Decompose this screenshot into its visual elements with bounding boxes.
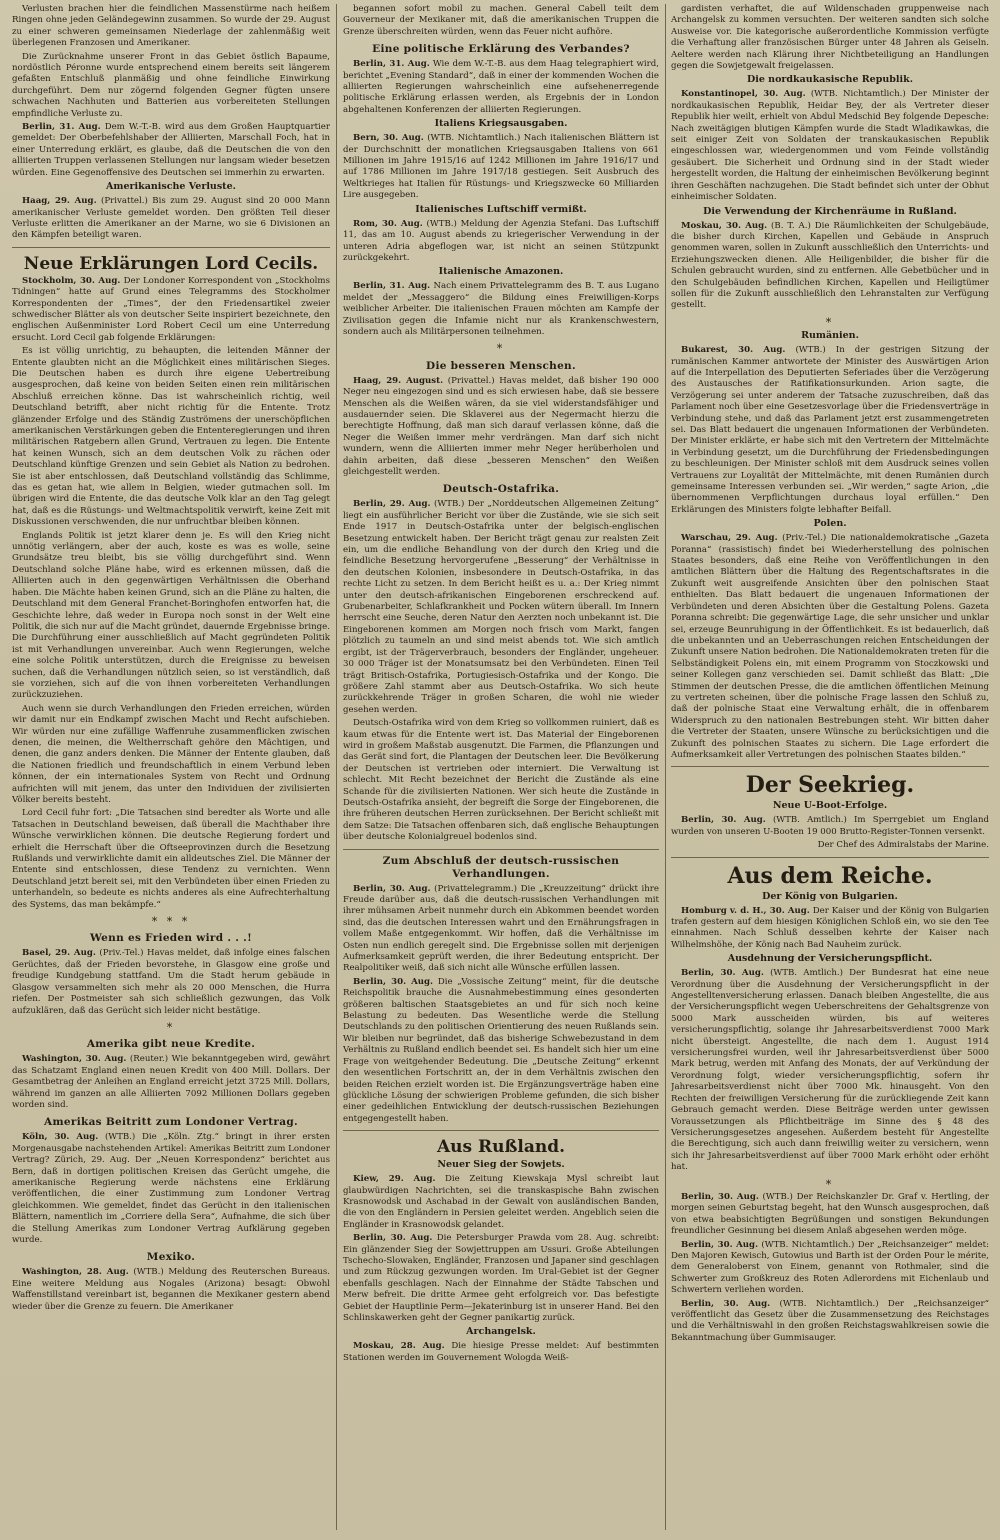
dateline: Washington, 30. Aug. [22, 1054, 127, 1065]
paragraph: Auch wenn sie durch Verhandlungen den Frieden erreichen, würden wir damit nur ein Endkampf zwischen Macht und Recht aufschieben. Wir würden nur eine zufällige Waffenruhe zusammenflicken zwischen denen, die meinen, die Weltherrschaft gehöre den Mächtigen, und denen, die ganz anders denken. Die Männer der Entente glauben, daß die Nationen friedlich und freundschaftlich in einem Verbund leben können, der ein internationales System von Recht und Ordnung aufrichten will mit jenem, das unter den Individuen der zivilisierten Völker bereits besteht. [12, 703, 330, 805]
paragraph: Die Zurücknahme unserer Front in das Gebiet östlich Bapaume, nordöstlich Péronne wurde entsprechend einem bereits seit längerem gefaßten Entschluß planmäßig und ohne feindliche Einwirkung durchgeführt. Dem nur zögernd folgenden Gegner fügten unsere schwachen Nachhuten und Batterien aus vorbereiteten Stellungen empfindliche Verluste zu. [12, 51, 330, 119]
section-heading: Amerikas Beitritt zum Londoner Vertrag. [44, 1116, 298, 1129]
section-heading: Rumänien. [801, 330, 859, 342]
paragraph [671, 1299, 989, 1345]
paragraph [671, 221, 989, 312]
paragraph-text: (WTB. Nichtamtlich.) Der „Reichsanzeiger“ veröffentlicht das Gesetz über die Zusammensetzung des Reichstages und die Verhältniswahl in den großen Reichstagswahlkreisen sowie die Bekanntmachung über Gummisauger. [671, 1298, 989, 1343]
paragraph-text: Die Zeitung Kiewskaja Mysl schreibt laut glaubwürdigen Nachrichten, sei die transkaspische Bahn zwischen Krasnowodsk und Aschabad in der Gewalt von ausländischen Banden, die von den Engländern in Persien geleitet werden. Angeblich seien die Engländer in Krasnowodsk gelandet. [343, 1174, 659, 1230]
paragraph [343, 499, 659, 716]
paragraph-text: (WTB.) Meldung des Reuterschen Bureaus. Eine weitere Meldung aus Nogales (Arizona) besagt: Obwohl Waffenstillstand vereinbart ist, begannen die Mexikaner gestern abend wieder über die Grenze zu feuern. Die Amerikaner [12, 1267, 330, 1312]
paragraph [671, 906, 989, 952]
dateline: Berlin, 31. Aug. [353, 281, 431, 292]
subheading: Neuer Sieg der Sowjets. [437, 1159, 565, 1171]
section-heading: Die Verwendung der Kirchenräume in Rußland. [703, 205, 957, 217]
dateline: Haag, 29. Aug. [22, 196, 97, 207]
section-heading: Amerikanische Verluste. [106, 181, 236, 193]
section-heading: Ausdehnung der Versicherungspflicht. [727, 953, 933, 965]
paragraph-text: (Privattelegramm.) Die „Kreuzzeitung“ drückt ihre Freude darüber aus, daß die deutsch-russischen Verhandlungen mit ihrer mühsamen Arbeit nunmehr durch ein Abkommen beendet worden sind, das die deutschen Interessen wahrt und den Ernährungsfragen in vollem Maße entgegenkommt. Wir hoffen, daß die Verhältnisse im Osten nun endlich geregelt sind. Die Ergebnisse sollen mit derjenigen Aufmerksamkeit geprüft werden, die ihrer Bedeutung entspricht. Der Realpolitiker weiß, daß sich nicht alle Wünsche erfüllen lassen. [343, 883, 659, 974]
paragraph [12, 122, 330, 179]
column-3 [671, 4, 989, 1532]
column-1 [12, 4, 330, 1532]
paragraph [671, 89, 989, 203]
paragraph [343, 1233, 659, 1324]
section-heading: Italiens Kriegsausgaben. [434, 118, 568, 130]
section-stars: * * * [151, 915, 191, 929]
paragraph-text: (WTB. Nichtamtlich.) Nach italienischen Blättern ist der Durchschnitt der monatlichen Kriegsausgaben Italiens von 661 Millionen im Jahre 1915/16 auf 1242 Millionen im Jahre 1916/17 und auf 1786 Millionen im Jahre 1917/18 gestiegen. Seit Ausbruch des Weltkrieges hat Italien für Rüstungs- und Kriegszwecke 60 Milliarden Lire ausgegeben. [343, 133, 659, 201]
dateline: Bern, 30. Aug. [353, 133, 424, 144]
dateline: Washington, 28. Aug. [22, 1267, 129, 1278]
paragraph-text: Dem W.-T.-B. wird aus dem Großen Hauptquartier gemeldet: Der Oberbefehlshaber der Alliierten, Marschall Foch, hat in einer Unterredung erklärt, es glaube, daß die Deutschen die von den alliierten Truppen verlassenen Stellungen nur langsam wieder besetzen würden. Eine Gegenoffensive des Deutschen sei immerhin zu erwarten. [12, 122, 330, 178]
paragraph [343, 281, 659, 338]
paragraph-text: Der Londoner Korrespondent von „Stockholms Tidningen“ hatte auf Grund eines Telegramms des Stockholmer Korrespondenten der „Times“, der den Friedensartikel zweier schwedischer Blätter als von deutscher Seite inspiriert bezeichnete, den englischen Außenminister Lord Robert Cecil um eine Unterredung ersucht. Lord Cecil gab folgende Erklärungen: [12, 275, 330, 343]
paragraph-text: (B. T. A.) Die Räumlichkeiten der Schulgebäude, die bisher durch Kirchen, Kapellen und Gebäude in Anspruch genommen waren, sollen in Zukunft ausschließlich den Unterrichts- und Erziehungszwecken dienen. Alle Heiligenbilder, die bisher für die Schulen gebraucht wurden, sind zu entfernen. Alle Gebetbücher und in den Schulgebäuden befindlichen Kirchen, Kapellen und Heiligtümer sollen für die Zukunft ausschließlich den Lehranstalten zur Verfügung gestellt. [671, 220, 989, 311]
section-heading: Zum Abschluß der deutsch-russischen Verhandlungen. [382, 854, 620, 880]
dateline: Berlin, 30. Aug. [681, 1298, 771, 1309]
headline: Neue Erklärungen Lord Cecils. [23, 253, 319, 274]
signature: Der Chef des Admiralstabs der Marine. [817, 840, 989, 851]
section-heading: Mexiko. [146, 1251, 196, 1264]
section-heading: Italienisches Luftschiff vermißt. [415, 203, 587, 215]
divider [671, 857, 989, 858]
paragraph-text: (WTB.) Der Reichskanzler Dr. Graf v. Hertling, der morgen seinen Geburtstag begeht, hat den Wunsch ausgesprochen, daß von etwa beabsichtigten Begrüßungen und sonstigen Bekundungen freundlicher Gesinnung bei diesem Anlaß abgesehen werden möge. [671, 1191, 989, 1237]
dateline: Homburg v. d. H., 30. Aug. [681, 905, 810, 916]
paragraph-text: Wie dem W.-T.-B. aus dem Haag telegraphiert wird, berichtet „Evening Standard“, daß in einer der kommenden Wochen die alliierten Regierungen wahrscheinlich eine aufsehenerregende politische Erklärung erlassen werden, als Ergebnis der in London abgehaltenen Konferenzen der alliierten Regierungen. [343, 59, 659, 115]
paragraph [671, 1192, 989, 1238]
dateline: Stockholm, 30. Aug. [22, 275, 121, 286]
paragraph [12, 1054, 330, 1111]
section-stars: * [166, 1020, 176, 1034]
paragraph [12, 196, 330, 242]
paragraph-text: (WTB.) Der „Norddeutschen Allgemeinen Zeitung“ liegt ein ausführlicher Bericht vor über die Zustände, wie sie sich seit Ende 1917 in Deutsch-Ostafrika unter der belgisch-englischen Besetzung entwickelt haben. Der Bericht trägt genau zur realsten Zeit ein, um die endliche Behandlung von der durch den Krieg und die feindliche Besetzung hervorgerufene „Besserung“ der Verhältnisse in den deutschen Kolonien, insbesondere in Deutsch-Ostafrika, in das rechte Licht zu setzen. In dem Bericht heißt es u. a.: Der Krieg nimmt unter den deutsch-afrikanischen Eingeborenen erschreckend auf. Grubenarbeiter, Schlafkrankheit und Pocken wütern überall. Im Innern herrscht eine Seuche, deren Natur den Aerzten noch unbekannt ist. Die Eingeborenen kommen am Morgen noch frisch vom Markt, fangen plötzlich zu taumeln an und sind meist abends tot. Wie sich amtlich ergibt, ist der Trägerverbrauch, besonders der Engländer, ungeheuer. 30 000 Träger ist der Monatsumsatz bei den Verbündeten. Einen Teil trägt Britisch-Ostafrika, Portugiesisch-Ostafrika und der Kongo. Die größere Zahl stammt aber aus Deutsch-Ostafrika. Wo sich heute zurückkehrende Träger in großen Scharen, die wohl nie wieder gesehen werden. [343, 499, 659, 715]
dateline: Berlin, 30. Aug. [681, 968, 764, 979]
paragraph [671, 345, 989, 516]
paragraph [343, 59, 659, 116]
paragraph: gardisten verhaftet, die auf Wildenschaden gruppenweise nach Archangelsk zu kommen versuchten. Der weiteren sandten sich solche Ausweise vor. Die kategorische außerordentliche Kommission verfügte die Verhaftung aller französischen Bürger unter 48 Jahren als Geiseln. Aeltere werden nach Klärung ihrer Nichtbeteiligung an Handlungen gegen die Sowjetgewalt freigelassen. [671, 4, 989, 72]
paragraph-text: Der Kaiser und der König von Bulgarien trafen gestern auf dem hiesigen Königlichen Schloß ein, wo sie den Tee einnahmen. Nach Schluß desselben kehrte der Kaiser nach Wilhelmshöhe, der König nach Bad Nauheim zurück. [671, 905, 989, 950]
section-stars: * [825, 1177, 835, 1191]
divider [343, 1130, 659, 1131]
paragraph [343, 219, 659, 265]
dateline: Warschau, 29. Aug. [681, 533, 778, 544]
paragraph: Es ist völlig unrichtig, zu behaupten, die leitenden Männer der Entente glaubten nicht an die Möglichkeit eines militärischen Sieges. Die Deutschen haben es durch ihre eigene Uebertreibung ausgesprochen, daß keine von beiden Seiten einen rein militärischen Abschluß erreichen könne. Das ist wahrscheinlich richtig, weil Deutschland betrifft, aber nicht richtig für die Entente. Trotz glänzender Erfolge und des Ständig Zuströmens der unerschöpflichen amerikanischen Verstärkungen geben die Ententeregierungen und ihren militärischen Ratgebern allen Grund, Vertrauen zu legen. Die Entente hat keinen Wunsch, sich an dem deutschen Volk zu rächen oder Deutschland künftige Grenzen und sein Gebiet als Nation zu bedrohen. Sie ist aber entschlossen, daß Deutschland vollständig das Schlimme, das es getan hat, wie allem in Belgien, wieder gutmachen soll. Im übrigen wird die Entente, die das deutsche Volk klar an den Tag gelegt hat, daß es die Rüstungs- und Weltmachtspolitik verwirft, keine Zeit mit Diskussionen verschwenden, die nur unfruchtbar bleiben können. [12, 346, 330, 528]
divider [343, 849, 659, 850]
dateline: Berlin, 30. Aug. [353, 883, 431, 894]
dateline: Moskau, 30. Aug. [681, 220, 768, 231]
paragraph-text: (Privattel.) Havas meldet, daß bisher 190 000 Neger neu eingezogen sind und es sich erwiesen habe, daß sie bessere Menschen als die Weißen wären, da sie viel widerstandsfähiger und ausdauernder seien. Die Sklaverei aus der Negermacht hierzu die berechtigte Hoffnung, daß man sich darauf verlassen könne, daß die Neger die Weißen immer mehr verdrängen. Man darf sich nicht wundern, wenn die Alliierten immer mehr Neger herüberholen und dahin arbeiten, daß diese „besseren Menschen“ den Weißen gleichgestellt werden. [343, 375, 659, 477]
dateline: Bukarest, 30. Aug. [681, 345, 786, 356]
subheading: Neue U-Boot-Erfolge. [772, 800, 888, 812]
paragraph [343, 1341, 659, 1364]
dateline: Moskau, 28. Aug. [353, 1341, 445, 1352]
section-heading: Archangelsk. [466, 1326, 536, 1338]
paragraph-text: Die Petersburger Prawda vom 28. Aug. schreibt: Ein glänzender Sieg der Sowjettruppen am Ussuri. Große Abteilungen Tschecho-Slowaken, Engländer, Franzosen und Japaner sind geschlagen und zum Rückzug gezwungen worden. Im Ural-Gebiet ist der Gegner ebenfalls geschlagen. Nach der Einnahme der Städte Tabschen und Merw befreit. Die dritte Armee geht erfolgreich vor. Das befestigte Gebiet der Hauptlinie Perm—Jekaterinburg ist in unserer Hand. Bei den Schlinskawerken geht der Gegner panikartig zurück. [343, 1233, 659, 1323]
section-heading: Polen. [813, 518, 847, 530]
dateline: Berlin, 29. Aug. [353, 499, 431, 510]
divider [671, 766, 989, 767]
dateline: Basel, 29. Aug. [22, 948, 96, 959]
paragraph [671, 1240, 989, 1297]
dateline: Berlin, 31. Aug. [353, 59, 430, 70]
dateline: Berlin, 30. Aug. [681, 1239, 759, 1250]
dateline: Berlin, 30. Aug. [353, 1233, 433, 1244]
dateline: Haag, 29. August. [353, 375, 444, 386]
paragraph-text: (WTB.) In der gestrigen Sitzung der rumänischen Kammer antwortete der Minister des Auswärtigen Arion auf die Interpellation des Deputierten Seferiades über die Verzögerung des Austausches der Ratifikationsurkunden. Arion sagte, die Verzögerung sei unter anderem der Tatsache zuzuschreiben, daß das Parlament noch über eine Gesetzesvorlage über die Friedensverträge in Verbindung stehe, und daß das Parlament jetzt erst zusammengetreten sei. Das Blatt bedauert die ungenauen Informationen der Verbündeten. Der Minister erklärte, er habe sich mit den Vertretern der Mittelmächte in Verbindung gesetzt, um die Durchführung der Friedensbedingungen zu beschleunigen. Der Minister schloß mit dem Ausdruck seines vollen Vertrauens zur Loyalität der Mittelmächte, mit denen Rumänien durch gemeinsame Interessen verbunden sei. „Wir werden,“ sagte Arion, „die übernommenen Verpflichtungen durchaus loyal erfüllen.“ Den Erklärungen des Ministers folgte lebhafter Beifall. [671, 345, 989, 515]
paragraph-text: Nach einem Privattelegramm des B. T. aus Lugano meldet der „Messaggero“ die Bildung eines Freiwilligen-Korps weiblicher Arbeiter. Die italienischen Frauen möchten am Kampfe der Zivilisation gegen die Infamie nicht nur als Krankenschwestern, sondern auch als Militärpersonen teilnehmen. [343, 281, 659, 337]
column-2 [343, 4, 659, 1532]
section-stars: * [496, 342, 506, 356]
dateline: Berlin, 30. Aug. [681, 1191, 759, 1202]
dateline: Berlin, 31. Aug. [22, 122, 101, 133]
paragraph [12, 1132, 330, 1246]
paragraph-text: (Privattel.) Bis zum 29. August sind 20 000 Mann amerikanischer Verluste gemeldet worden. Den größten Teil dieser Verluste erlitten die Amerikaner an der Marne, wo sie 6 Divisionen an den Kämpfen beteiligt waren. [12, 196, 330, 241]
column-rule [665, 4, 666, 1530]
section-heading: Deutsch-Ostafrika. [442, 483, 560, 496]
dateline: Köln, 30. Aug. [22, 1132, 99, 1143]
paragraph [671, 815, 989, 838]
paragraph [12, 276, 330, 344]
dateline: Konstantinopel, 30. Aug. [681, 89, 806, 100]
paragraph-text: (Reuter.) Wie bekanntgegeben wird, gewährt das Schatzamt England einen neuen Kredit von 400 Mill. Dollars. Der Gesamtbetrag der Anleihen an England erreicht jetzt 3725 Mill. Dollars, während im ganzen an alle Alliierten 7092 Millionen Dollars gegeben worden sind. [12, 1054, 330, 1110]
paragraph [343, 884, 659, 975]
dateline: Berlin, 30. Aug. [353, 976, 434, 987]
paragraph [343, 977, 659, 1125]
dateline: Kiew, 29. Aug. [353, 1174, 436, 1185]
paragraph-text: (WTB. Nichtamtlich.) Der „Reichsanzeiger“ meldet: Den Majoren Kewisch, Gutowius und Barth ist der Orden Pour le mérite, dem Generaloberst von Einem, genannt von Rothmaler, sind die Schwerter zum Großkreuz des Roten Adlerordens mit Eichenlaub und Schwertern verliehen worden. [671, 1239, 989, 1296]
paragraph [671, 968, 989, 1173]
paragraph [12, 948, 330, 1016]
paragraph [343, 1174, 659, 1231]
section-heading: Italienische Amazonen. [438, 266, 564, 278]
paragraph-text: Die hiesige Presse meldet: Auf bestimmten Stationen werden im Gouvernement Wologda Weiß- [343, 1341, 659, 1363]
paragraph-text: Die „Vossische Zeitung“ meint, für die deutsche Reichspolitik brauche die Ausnahmebestimmung eines gesonderten größeren baltischen Staatsgebietes an und für sich noch keine Belastung zu bedeuten. Das Wesentliche werde die Stellung Deutschlands zu den politischen Orientierung des neuen Rußlands sein. Wir bleiben nur begründet, daß das bisherige Schwebezustand in dem Verhältnis zu Rußland endlich beendet sei. Es handelt sich hier um eine Frage von weitgehender Bedeutung. Die „Deutsche Zeitung“ erkennt den wesentlichen Fortschritt an, der in dem Verhältnis zwischen den beiden Reichen erzielt worden ist. Die Ergänzungsverträge haben eine glückliche Lösung der schwierigen Probleme gefunden, die sich bisher einer gedeihlichen Entwicklung der deutsch-russischen Beziehungen entgegengestellt haben. [343, 976, 659, 1124]
paragraph: Englands Politik ist jetzt klarer denn je. Es will den Krieg nicht unnötig verlängern, aber der auch, koste es was es wolle, seine Grundsätze treu bleibt, bis sie völlig durchgeführt sind. Wenn Deutschland solche Pläne habe, wird es erkennen müssen, daß die Alliierten auch in den gegenwärtigen Verhältnissen die Oberhand haben. Die Mächte haben keinen Grund, sich an die Pläne zu halten, die Deutschland mit dem General Franchet-Boringhofen entworfen hat, die Geschichte lehre, daß weder in Europa noch sonst in der Welt eine Politik, die sich nur auf die Macht gründet, dauernde Ergebnisse bringe. Die Durchführung einer ausschließlich auf Macht gegründeten Politik ist mit Verhandlungen unvereinbar. Auch wenn Regierungen, welche eine solche Politik unterstützen, durch die Ereignisse zu beweisen suchen, daß die Verhandlungen nützlich seien, so ist verständlich, daß sie vorziehen, sich auf die von ihnen vorbereiteten Verhandlungen zurückzuziehen. [12, 530, 330, 701]
section-heading: Die besseren Menschen. [426, 359, 576, 372]
paragraph-text: (Priv.-Tel.) Havas meldet, daß infolge eines falschen Gerüchtes, daß der Frieden bevorstehe, in Glasgow eine große und freudige Kundgebung stattfand. Um die Stadt herum gebäude in Glasgow versammelten sich mehr als 20 000 Menschen, die Hurra riefen. Der Postmeister sah sich schließlich gezwungen, das Volk aufzuklären, daß das Gerücht sich leider nicht bestätige. [12, 948, 330, 1016]
paragraph: Deutsch-Ostafrika wird von dem Krieg so vollkommen ruiniert, daß es kaum etwas für die Entente wert ist. Das Material der Eingeborenen wird in großem Maßstab ausgenutzt. Die Farmen, die Pflanzungen und das Gerät sind fort, die Plantagen der Deutschen leer. Die Bevölkerung der Deutschen ist vertrieben oder interniert. Die Verwaltung ist schlecht. Mit Recht bezeichnet der Bericht die Zustände als eine Schande für die zivilisierten Nationen. Wer sich heute die Zustände in Deutsch-Ostafrika ansieht, der begreift die Sorge der Eingeborenen, die ihre früheren deutschen Herren zurücksehnen. Der Bericht schließt mit dem Satze: Die Tatsachen offenbaren sich, daß englische Behauptungen über deutsche Kolonialgreuel bodenlos sind. [343, 718, 659, 843]
paragraph-text: (WTB.) Die „Köln. Ztg.“ bringt in ihrer ersten Morgenausgabe nachstehenden Artikel: Amerikas Beitritt zum Londoner Vertrag? Zürich, 29. Aug. Der „Neuen Korrespondenz“ berichtet aus Bern, daß in dortigen politischen Kreisen das Gerücht umgehe, die amerikanische Regierung werde nächstens eine Erklärung veröffentlichen, die einer Zustimmung zum Londoner Vertrag gleichkommen. Wie gemeldet, findet das Gerücht in den italienischen Blättern, namentlich im „Corriere della Sera“, Aufnahme, die sich über die Stellung Amerikas zum Londoner Vertrag Aufklärung gegeben wurde. [12, 1132, 330, 1245]
headline: Der Seekrieg. [745, 772, 915, 799]
section-stars: * [825, 315, 835, 329]
dateline: Berlin, 30. Aug. [681, 815, 766, 826]
section-heading: Amerika gibt neue Kredite. [86, 1038, 256, 1051]
headline: Aus dem Reiche. [727, 862, 933, 889]
paragraph-text: (WTB. Amtlich.) Der Bundesrat hat eine neue Verordnung über die Ausdehnung der Versicherungspflicht in der Angestelltenversicherung erlassen. Danach bleiben Angestellte, die aus der Versicherungspflicht wegen Ueberschreitens der Gehaltsgrenze von 5000 Mark ausscheiden würden, bis auf weiteres versicherungspflichtig, solange ihr Jahresarbeitsverdienst 7000 Mark nicht übersteigt. Angestellte, die nach dem 1. August 1914 versicherungsfrei wurden, weil ihr Jahresarbeitsverdienst über 5000 Mark betrug, werden mit Anfang des Monats, der auf Verkündung der Verordnung folgt, wieder versicherungspflichtig, sofern ihr Jahresarbeitsverdienst nicht über 7000 Mk. hinausgeht. Von den Rechten der freiwilligen Versicherung für die zurückliegende Zeit kann Gebrauch gemacht werden. Diese Beiträge werden unter gewissen Voraussetzungen als Pflichtbeiträge im Sinne des § 48 des Versicherungsgesetzes angesehen. Außerdem besteht für Angestellte die Berechtigung, sich auch dann freiwillig weiter zu versichern, wenn sich ihr Jahresarbeitsverdienst auf über 7000 Mark erhöht oder erhöht hat. [671, 968, 989, 1173]
section-heading: Die nordkaukasische Republik. [746, 74, 914, 86]
paragraph-text: (WTB. Amtlich.) Im Sperrgebiet um England wurden von unseren U-Booten 19 000 Brutto-Register-Tonnen versenkt. [671, 815, 989, 837]
paragraph [12, 1267, 330, 1313]
paragraph-text: (WTB. Nichtamtlich.) Der Minister der nordkaukasischen Republik, Heidar Bey, der als Vertreter dieser Republik hier weilt, erhielt von Abdul Medschid Bey folgende Depesche: Nach zweitägigen blutigen Kämpfen wurde die Stadt Wladikawkas, die seit einiger Zeit von Soldaten der transkaukasischen Republik eingeschlossen war, wiedergenommen und vom Feinde vollständig gesäubert. Die Sicherheit und Ordnung sind in der Stadt wieder hergestellt worden, die Haltung der einheimischen Bevölkerung beginnt ihren Geschäften nachzugehen. Die Stadt befindet sich unter der Obhut einheimischer Soldaten. [671, 89, 989, 203]
paragraph [343, 376, 659, 479]
divider [12, 247, 330, 248]
section-heading: Eine politische Erklärung des Verbandes? [372, 43, 630, 56]
paragraph: begannen sofort mobil zu machen. General Cabell teilt dem Gouverneur der Mexikaner mit, daß die amerikanischen Truppen die Grenze überschreiten würden, wenn das Feuer nicht aufhöre. [343, 4, 659, 37]
paragraph [671, 533, 989, 761]
dateline: Rom, 30. Aug. [353, 218, 423, 229]
paragraph-text: (Priv.-Tel.) Die nationaldemokratische „Gazeta Poranna“ (rassistisch) findet bei Wiederherstellung des polnischen Staates besonders, daß eine Reihe von Veröffentlichungen in den amtlichen Blättern über die Haltung des Regentschaftsrates in die Zukunft weit ausgreifende Ansichten über den polnischen Staat enthielten. Das Blatt bedauert die ungenauen Informationen der Verbündeten und deren Absichten über die Gestaltung Polens. Gazeta Poranna schreibt: Die gegenwärtige Lage, die sehr unsicher und unklar sei, erzeuge Beunruhigung in der Öffentlichkeit. Es ist bedauerlich, daß die unbekannten und an Ueberraschungen reichen Entscheidungen der Zukunft unsere Nation bedrohen. Die Nationaldemokraten treten für die Selbständigkeit Polens ein, mit einem Programm von Stoczkowski und seiner Kollegen ganz verschieden sei. Damit schließt das Blatt: „Die Stimmen der deutschen Presse, die die amtlichen öffentlichen Meinung zu vertreten scheinen, über die polnische Frage lassen den Schluß zu, daß der polnische Staat eine Verwaltung erhält, die in offenbarem Widerspruch zu den nationalen Bestrebungen steht. Wir bitten daher die Vertreter der Staaten, unsere Wünsche zu berücksichtigen und die Zukunft des polnischen Staates zu sichern. Die Lage erfordert die Aufmerksamkeit aller Vertretungen des polnischen Staates bilden.“ [671, 533, 989, 760]
column-rule [336, 4, 337, 1530]
section-heading: Wenn es Frieden wird . . .! [89, 932, 253, 945]
subheading: Der König von Bulgarien. [762, 890, 898, 902]
headline: Aus Rußland. [436, 1137, 566, 1158]
paragraph [343, 133, 659, 201]
paragraph: Lord Cecil fuhr fort: „Die Tatsachen sind beredter als Worte und alle Tatsachen in Deutschland beweisen, daß überall die Machthaber ihre Wünsche verwirklichen können. Die deutsche Regierung fordert und erhielt die Herrschaft über die Oftseeprovinzen durch die Besetzung Rußlands und verwirklichte damit ein alldeutsches Ziel. Die Männer der Entente sind entschlossen, diese Tendenz zu vernichten. Wenn Deutschland jetzt bereit sei, mit den Verbündeten über einen Frieden zu unterhandeln, so bedeute es nichts anderes als eine Aufrechterhaltung des Systems, das man bekämpfe.“ [12, 808, 330, 910]
paragraph: Verlusten brachen hier die feindlichen Massenstürme nach heißem Ringen ohne jeden Geländegewinn zusammen. So wurde der 29. August zu einer schweren gemeinsamen Niederlage der zahlenmäßig weit überlegenen Franzosen und Amerikaner. [12, 4, 330, 49]
paragraph-text: (WTB.) Meldung der Agenzia Stefani. Das Luftschiff 11, das am 10. August abends zu kriegerischer Verwendung in der unteren Adria abgeflogen war, ist nicht an seinen Stützpunkt zurückgekehrt. [343, 218, 659, 263]
